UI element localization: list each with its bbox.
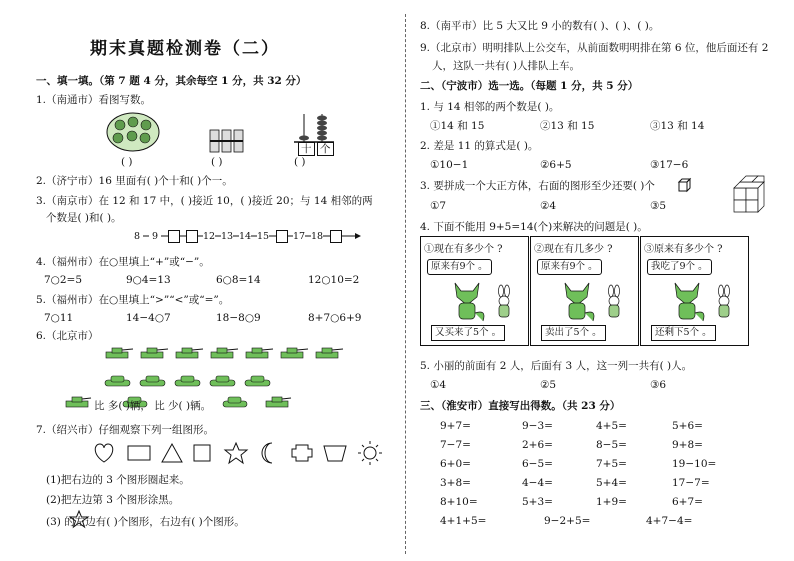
story-card-bubble: 原来有9个 。 [537,259,602,275]
q5-item-1[interactable]: 7○11 [44,312,74,324]
story-card-caption: 卖出了5个 。 [541,325,606,341]
number-line [131,228,361,248]
q9-text: 9.（北京市）明明排队上公交车，从前面数明明排在第 6 位，他后面还有 2 [420,42,769,54]
q6-line: 比 多( )辆， 比 少( )辆。 [94,400,212,412]
s2-q2-opt3[interactable]: ③17−6 [650,159,689,171]
calc-item[interactable]: 4+7−4= [646,515,693,527]
number-line-label: 13 [221,231,234,242]
heart-icon [95,444,113,462]
story-card-bubble: 我吃了9个 。 [647,259,712,275]
calc-item[interactable]: 8+10= [440,496,478,508]
q5-item-4[interactable]: 8+7○6+9 [308,312,362,324]
q1-blank-3[interactable]: ( ) [294,156,306,168]
fox-icon [667,279,707,323]
s2-q1-opt3[interactable]: ③13 和 14 [650,120,705,132]
s2-q4-text: 4. 下面不能用 9+5=14(个)来解决的问题是( )。 [420,221,648,233]
sun-icon [358,441,382,465]
q4-item-4[interactable]: 12○10=2 [308,274,360,286]
rabbit-icon [493,285,517,321]
s2-q2-text: 2. 差是 11 的算式是( )。 [420,140,539,152]
section1-heading: 一、填一填。（第 7 题 4 分，其余每空 1 分，共 32 分） [36,75,307,87]
tank-icon [174,346,204,365]
stick-bundle-icon [208,128,248,154]
q6-text: 6.（北京市） [36,330,99,342]
rectangle-icon [128,446,150,460]
section2-heading: 二、（宁波市）选一选。（每题 1 分，共 5 分） [420,80,639,92]
calc-item[interactable]: 17−7= [672,477,710,489]
s2-q2-opt1[interactable]: ①10−1 [430,159,469,171]
story-card-head: ②现在有几多少 ? [534,244,613,255]
q7-part1: (1)把右边的 3 个图形圈起来。 [46,474,190,486]
calc-item[interactable]: 9−3= [522,420,553,432]
s2-q1-opt1[interactable]: ①14 和 15 [430,120,485,132]
number-line-label: 8 [131,231,143,242]
q2-text: 2.（济宁市）16 里面有( )个十和( )个一。 [36,175,233,187]
moon-icon [262,443,272,463]
square-icon [194,445,210,461]
number-line-blank-box[interactable] [186,230,198,243]
story-cards [420,236,750,346]
star-icon [70,510,88,528]
calc-item[interactable]: 5+6= [672,420,703,432]
abacus-label-ones: 个 [317,142,334,156]
calc-item[interactable]: 7−7= [440,439,471,451]
q4-text: 4.（福州市）在○里填上“+”或“−”。 [36,256,210,268]
calc-item[interactable]: 9+7= [440,420,471,432]
rabbit-icon [603,285,627,321]
tank-icon [139,346,169,365]
number-line-blank-box[interactable] [276,230,288,243]
s2-q3-text: 3. 要拼成一个大正方体，右面的图形至少还要( )个 [420,180,655,192]
rabbit-icon [713,285,737,321]
number-line-label: 15 [257,231,270,242]
abacus-label-tens: 十 [298,142,315,156]
abacus-icon [294,112,334,144]
car-icon [139,374,167,393]
tank-row [104,346,384,362]
fox-icon [557,279,597,323]
s2-q1-text: 1. 与 14 相邻的两个数是( )。 [420,101,560,113]
fruit-plate-icon [106,112,160,152]
calc-item[interactable]: 9+8= [672,439,703,451]
fox-icon [447,279,487,323]
car-row [104,374,384,390]
s2-q3-opt1[interactable]: ①7 [430,200,447,212]
calc-item[interactable]: 6+0= [440,458,471,470]
number-line-label: 12 [203,231,216,242]
q4-item-1[interactable]: 7○2=5 [44,274,83,286]
tank-icon [104,346,134,365]
story-card[interactable] [640,236,749,346]
tank-icon [64,396,92,410]
story-card-caption: 还剩下5个 。 [651,325,716,341]
q1-blank-2[interactable]: ( ) [211,156,223,168]
s2-q5-opt2[interactable]: ②5 [540,379,557,391]
number-line-label: 17 [293,231,306,242]
tank-icon [209,346,239,365]
car-icon [104,374,132,393]
calc-item[interactable]: 8−5= [596,439,627,451]
q4-item-3[interactable]: 6○8=14 [216,274,261,286]
number-line-blank-box[interactable] [330,230,342,243]
cube-stack-icon [730,176,770,214]
q9-text-cont: 人，这队一共有( )人排队上车。 [432,60,581,72]
star-icon [225,443,247,463]
s2-q5-opt3[interactable]: ③6 [650,379,667,391]
page-divider [405,14,406,554]
calc-item[interactable]: 5+3= [522,496,553,508]
car-icon [174,374,202,393]
q1-text: 1.（南通市）看图写数。 [36,94,152,106]
calc-item[interactable]: 6−5= [522,458,553,470]
s2-q1-opt2[interactable]: ②13 和 15 [540,120,595,132]
story-card-head: ③原来有多少个 ? [644,244,723,255]
number-line-label: 18 [311,231,324,242]
small-cube-icon [678,178,692,192]
trapezoid-icon [324,446,346,461]
q5-text: 5.（福州市）在○里填上“>”“<”或“=”。 [36,294,230,306]
calc-item[interactable]: 4+1+5= [440,515,487,527]
calc-grid [440,420,760,540]
page-title: 期末真题检测卷（二） [90,39,280,59]
section3-heading: 三、（淮安市）直接写出得数。（共 23 分） [420,400,621,412]
calc-item[interactable]: 19−10= [672,458,717,470]
s2-q5-opt1[interactable]: ①4 [430,379,447,391]
cross-icon [292,445,312,461]
calc-item[interactable]: 7+5= [596,458,627,470]
story-card-head: ①现在有多少个 ? [424,244,503,255]
calc-item[interactable]: 2+6= [522,439,553,451]
q8-text: 8.（南平市）比 5 大又比 9 小的数有( )、( )、( )。 [420,20,660,32]
q7-part3: (3) 的左边有( )个图形，右边有( )个图形。 [46,516,245,528]
calc-item[interactable]: 4+5= [596,420,627,432]
calc-item[interactable]: 3+8= [440,477,471,489]
story-card[interactable] [530,236,639,346]
calc-item[interactable]: 6+7= [672,496,703,508]
right-column [420,0,772,561]
car-icon [244,374,272,393]
number-line-label: 14 [239,231,252,242]
calc-item[interactable]: 4−4= [522,477,553,489]
calc-item[interactable]: 1+9= [596,496,627,508]
triangle-icon [162,444,182,462]
car-icon [222,396,248,410]
number-line-blank-box[interactable] [168,230,180,243]
q3-text-cont: 个数是( )和( )。 [46,212,122,224]
s2-q2-opt2[interactable]: ②6+5 [540,159,572,171]
left-column [36,0,394,561]
s2-q3-opt2[interactable]: ②4 [540,200,557,212]
s2-q3-opt3[interactable]: ③5 [650,200,667,212]
q4-item-2[interactable]: 9○4=13 [126,274,171,286]
story-card[interactable] [420,236,529,346]
q5-item-2[interactable]: 14−4○7 [126,312,171,324]
tank-icon [314,346,344,365]
q1-blank-1[interactable]: ( ) [121,156,133,168]
q7-part2: (2)把左边第 3 个图形涂黑。 [46,494,180,506]
story-card-bubble: 原来有9个 。 [427,259,492,275]
car-icon [209,374,237,393]
shape-row [92,440,392,466]
story-card-caption: 又买来了5个 。 [431,325,505,341]
tank-icon [244,346,274,365]
s2-q5-text: 5. 小丽的前面有 2 人，后面有 3 人，这一列一共有( )人。 [420,360,693,372]
q5-item-3[interactable]: 18−8○9 [216,312,261,324]
tank-icon [264,396,292,410]
q7-text: 7.（绍兴市）仔细观察下列一组图形。 [36,424,215,436]
calc-item[interactable]: 5+4= [596,477,627,489]
number-line-label: 9 [149,231,161,242]
tank-icon [279,346,309,365]
q3-text: 3.（南京市）在 12 和 17 中，( )接近 10，( )接近 20；与 14 相邻的两 [36,195,373,207]
calc-item[interactable]: 9−2+5= [544,515,591,527]
